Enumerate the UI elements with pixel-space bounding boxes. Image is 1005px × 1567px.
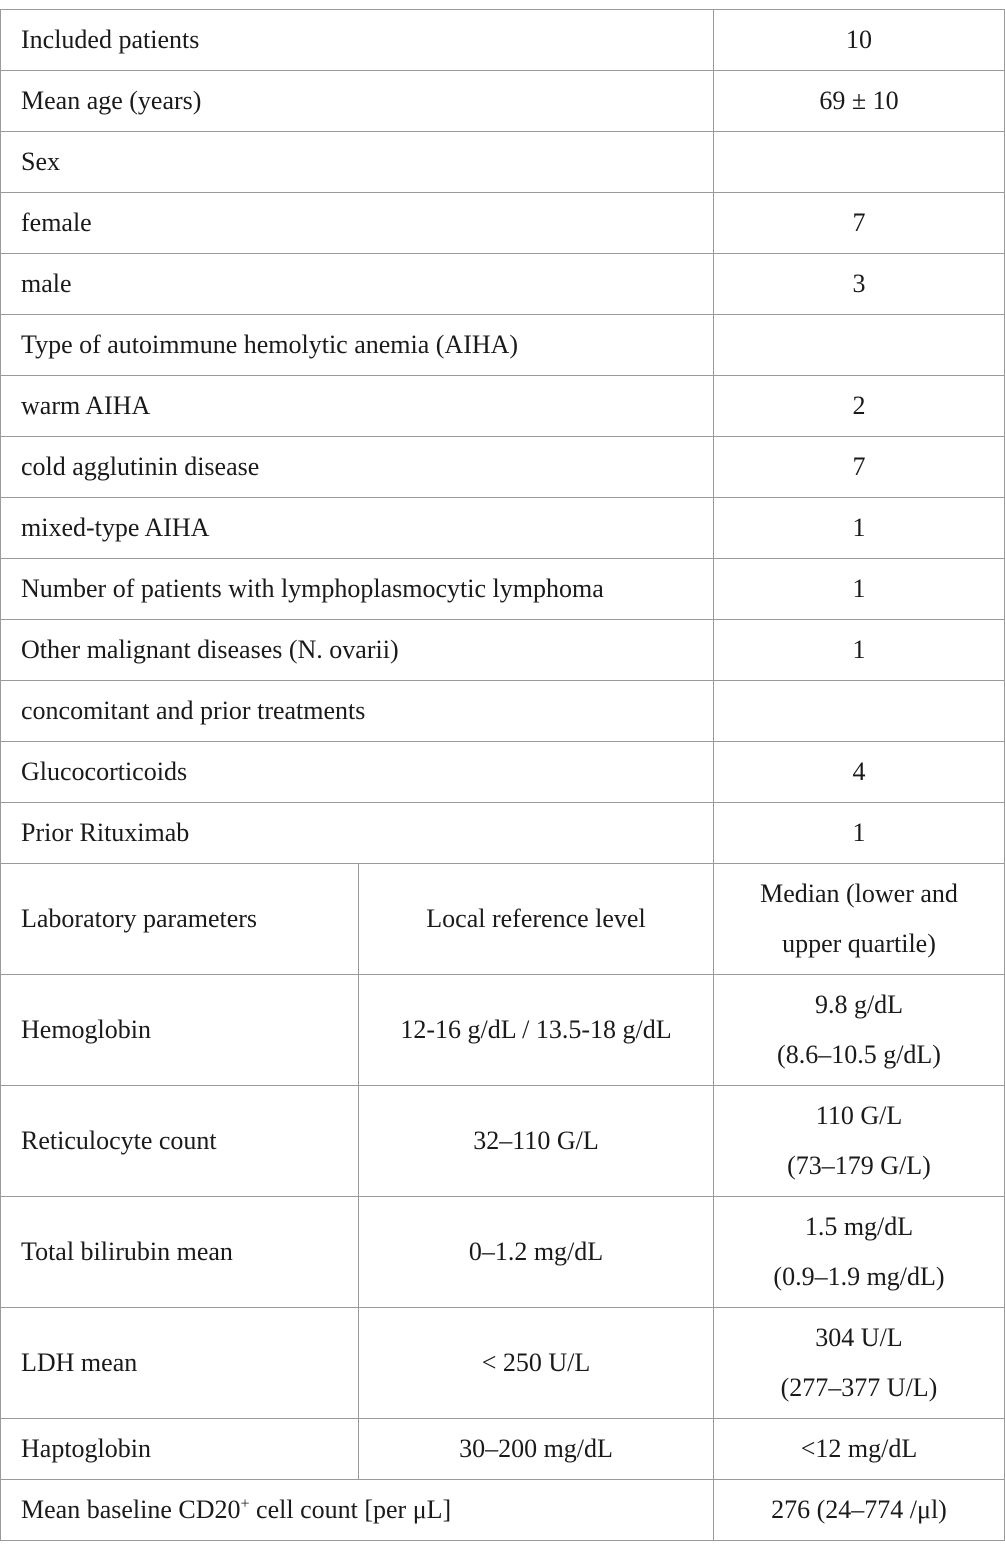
row-value — [714, 681, 1005, 742]
row-value: 1 — [714, 620, 1005, 681]
lab-reference: 30–200 mg/dL — [359, 1419, 714, 1480]
row-label: Sex — [1, 132, 714, 193]
lab-parameter: Total bilirubin mean — [1, 1197, 359, 1308]
row-label: Included patients — [1, 10, 714, 71]
lab-quartiles: (8.6–10.5 g/dL) — [777, 1040, 941, 1069]
row-label: mixed-type AIHA — [1, 498, 714, 559]
table-row — [1, 559, 1005, 620]
row-label: concomitant and prior treatments — [1, 681, 714, 742]
lab-reference-header: Local reference level — [359, 864, 714, 975]
table-row — [1, 742, 1005, 803]
cd20-label — [1, 1480, 714, 1541]
lab-parameter-header: Laboratory parameters — [1, 864, 359, 975]
lab-quartiles: (0.9–1.9 mg/dL) — [773, 1262, 945, 1291]
lab-median-cell — [714, 975, 1005, 1086]
table-row — [1, 193, 1005, 254]
cd20-value: 276 (24–774 /μl) — [714, 1480, 1005, 1541]
lab-reference: 32–110 G/L — [359, 1086, 714, 1197]
row-label: Type of autoimmune hemolytic anemia (AIHA) — [1, 315, 714, 376]
row-label: Prior Rituximab — [1, 803, 714, 864]
row-value: 3 — [714, 254, 1005, 315]
lab-row-haptoglobin — [1, 1419, 1005, 1480]
row-label: Other malignant diseases (N. ovarii) — [1, 620, 714, 681]
lab-median-header — [714, 864, 1005, 975]
lab-parameter: Hemoglobin — [1, 975, 359, 1086]
lab-parameter: Haptoglobin — [1, 1419, 359, 1480]
row-value: 1 — [714, 498, 1005, 559]
row-value: 7 — [714, 437, 1005, 498]
row-label: female — [1, 193, 714, 254]
lab-row — [1, 975, 1005, 1086]
lab-median: 1.5 mg/dL — [804, 1212, 914, 1241]
row-value — [714, 132, 1005, 193]
baseline-characteristics-table-container — [0, 9, 1005, 1541]
cd20-label-suffix: cell count [per μL] — [249, 1495, 452, 1524]
lab-median: 9.8 g/dL — [814, 990, 904, 1019]
lab-quartiles: (73–179 G/L) — [787, 1151, 931, 1180]
table-row — [1, 254, 1005, 315]
row-value: 1 — [714, 803, 1005, 864]
median-header-line-2: upper quartile) — [782, 929, 936, 958]
lab-median: 110 G/L — [815, 1101, 903, 1130]
row-value: 7 — [714, 193, 1005, 254]
row-label: warm AIHA — [1, 376, 714, 437]
lab-reference: 12-16 g/dL / 13.5-18 g/dL — [359, 975, 714, 1086]
table-row — [1, 803, 1005, 864]
lab-median: <12 mg/dL — [714, 1419, 1005, 1480]
lab-quartiles: (277–377 U/L) — [780, 1373, 938, 1402]
lab-median-cell — [714, 1308, 1005, 1419]
baseline-characteristics-table — [0, 9, 1005, 1541]
table-row — [1, 315, 1005, 376]
table-row — [1, 437, 1005, 498]
lab-median-cell — [714, 1197, 1005, 1308]
median-header-line-1: Median (lower and — [760, 879, 958, 908]
row-value: 10 — [714, 10, 1005, 71]
row-label: Number of patients with lymphoplasmocytic lymphoma — [1, 559, 714, 620]
lab-median: 304 U/L — [815, 1323, 903, 1352]
lab-header-row — [1, 864, 1005, 975]
lab-reference: 0–1.2 mg/dL — [359, 1197, 714, 1308]
row-label: Mean age (years) — [1, 71, 714, 132]
table-row — [1, 376, 1005, 437]
table-row — [1, 132, 1005, 193]
lab-parameter: Reticulocyte count — [1, 1086, 359, 1197]
lab-row — [1, 1308, 1005, 1419]
lab-parameter: LDH mean — [1, 1308, 359, 1419]
row-value: 1 — [714, 559, 1005, 620]
lab-row — [1, 1086, 1005, 1197]
row-value: 4 — [714, 742, 1005, 803]
row-value: 2 — [714, 376, 1005, 437]
cd20-superscript: + — [240, 1495, 250, 1513]
table-row — [1, 498, 1005, 559]
table-row — [1, 681, 1005, 742]
row-label: male — [1, 254, 714, 315]
row-label: cold agglutinin disease — [1, 437, 714, 498]
row-value: 69 ± 10 — [714, 71, 1005, 132]
table-row — [1, 620, 1005, 681]
table-row — [1, 10, 1005, 71]
lab-row — [1, 1197, 1005, 1308]
cd20-label-text: Mean baseline CD20 — [21, 1495, 241, 1524]
row-label: Glucocorticoids — [1, 742, 714, 803]
cd20-row — [1, 1480, 1005, 1541]
lab-reference: < 250 U/L — [359, 1308, 714, 1419]
lab-median-cell — [714, 1086, 1005, 1197]
row-value — [714, 315, 1005, 376]
table-row — [1, 71, 1005, 132]
